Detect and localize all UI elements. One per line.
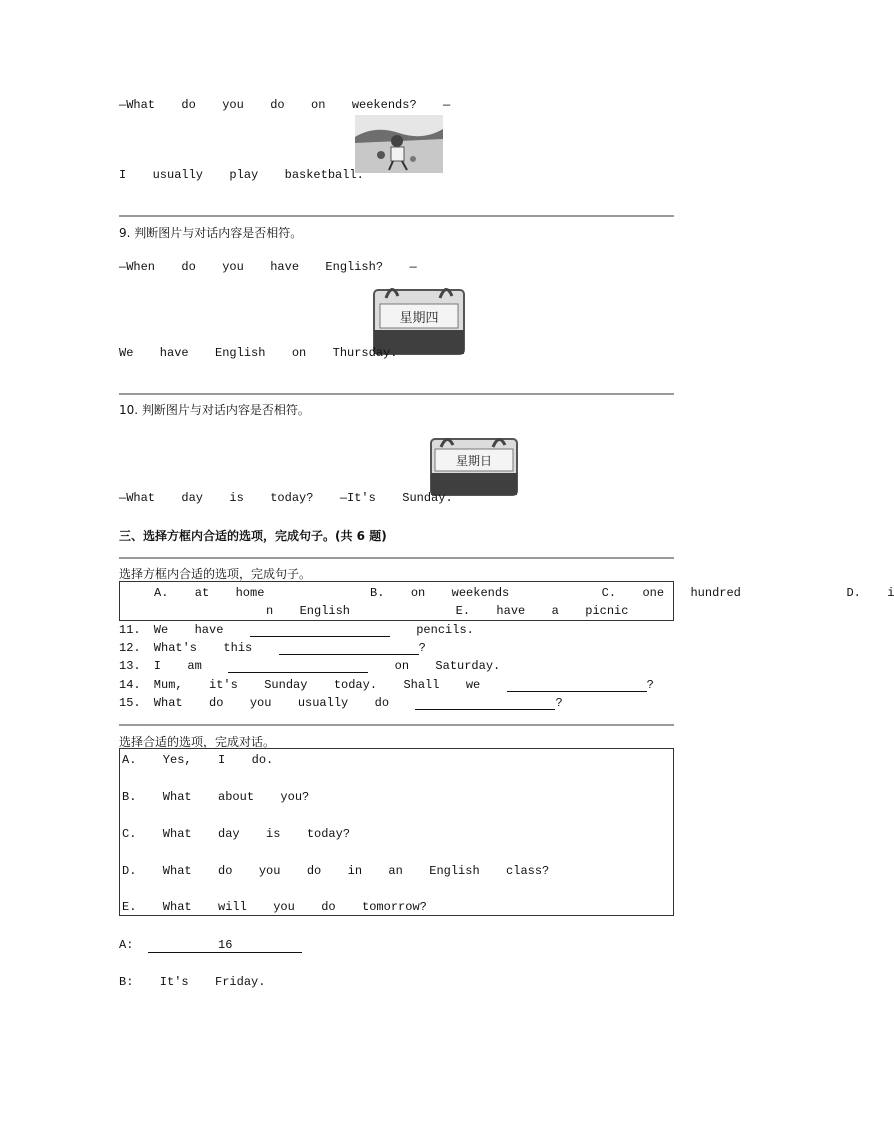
item-15-blank[interactable] — [415, 697, 555, 710]
item-14 — [119, 678, 654, 692]
q8-line1: —What do you do on weekends? — — [119, 98, 451, 112]
q9-title: 9. 判断图片与对话内容是否相符。 — [119, 226, 303, 240]
basketball-picture — [355, 115, 443, 173]
item-11-pre: 11. We have — [119, 623, 224, 637]
item-13-pre: 13. I am — [119, 659, 202, 673]
calendar-sunday-label: 星期日 — [455, 454, 493, 468]
dialogue-option-d: D. What do you do in an English class? — [122, 864, 550, 878]
options-line2: n English E. have a picnic — [266, 604, 629, 618]
item-13-blank[interactable] — [228, 660, 368, 673]
dialogue-option-a: A. Yes, I do. — [122, 753, 274, 767]
item-11-blank[interactable] — [250, 624, 390, 637]
dialogue-option-b: B. What about you? — [122, 790, 310, 804]
item-11 — [119, 623, 474, 637]
divider — [119, 215, 674, 217]
item-12-pre: 12. What's this — [119, 641, 253, 655]
item-12-blank[interactable] — [279, 642, 419, 655]
divider — [119, 393, 674, 395]
item-15-pre: 15. What do you usually do — [119, 696, 390, 710]
divider — [119, 724, 674, 726]
q9-line1: —When do you have English? — — [119, 260, 417, 274]
item-15-post: ? — [555, 696, 563, 710]
item-12-post: ? — [418, 641, 426, 655]
item-13 — [119, 659, 500, 673]
q8-line2: I usually play basketball. — [119, 168, 364, 182]
dialogue-16-blank[interactable] — [148, 938, 302, 953]
dialogue-option-e: E. What will you do tomorrow? — [122, 900, 427, 914]
calendar-sunday-picture — [429, 433, 519, 497]
item-14-pre: 14. Mum, it's Sunday today. Shall we — [119, 678, 481, 692]
dialogue-options-box — [119, 748, 674, 916]
item-13-post: on Saturday. — [394, 659, 501, 673]
calendar-thursday-label: 星期四 — [399, 311, 439, 326]
options-line1: A. at home B. on weekends C. one hundred D. i — [154, 586, 894, 600]
q10-line1: —What day is today? —It's Sunday. — [119, 491, 453, 505]
item-11-post: pencils. — [416, 623, 474, 637]
question-number-16: 16 — [218, 938, 233, 952]
dialogue-b-line: B: It's Friday. — [119, 975, 266, 989]
options-box — [119, 581, 894, 621]
item-14-post: ? — [646, 678, 654, 692]
dialogue-option-c: C. What day is today? — [122, 827, 351, 841]
q9-line2: We have English on Thursday. — [119, 346, 398, 360]
divider — [119, 557, 674, 559]
item-14-blank[interactable] — [507, 679, 647, 692]
section3-instruction: 选择方框内合适的选项，完成句子。 — [119, 567, 312, 581]
section3-heading: 三、选择方框内合适的选项，完成句子。(共 6 题) — [119, 529, 387, 543]
item-12 — [119, 641, 426, 655]
dialogue-instruction: 选择合适的选项，完成对话。 — [119, 735, 276, 749]
item-15 — [119, 696, 563, 710]
q10-title: 10. 判断图片与对话内容是否相符。 — [119, 403, 310, 417]
dialogue-a-label: A: — [119, 938, 134, 952]
